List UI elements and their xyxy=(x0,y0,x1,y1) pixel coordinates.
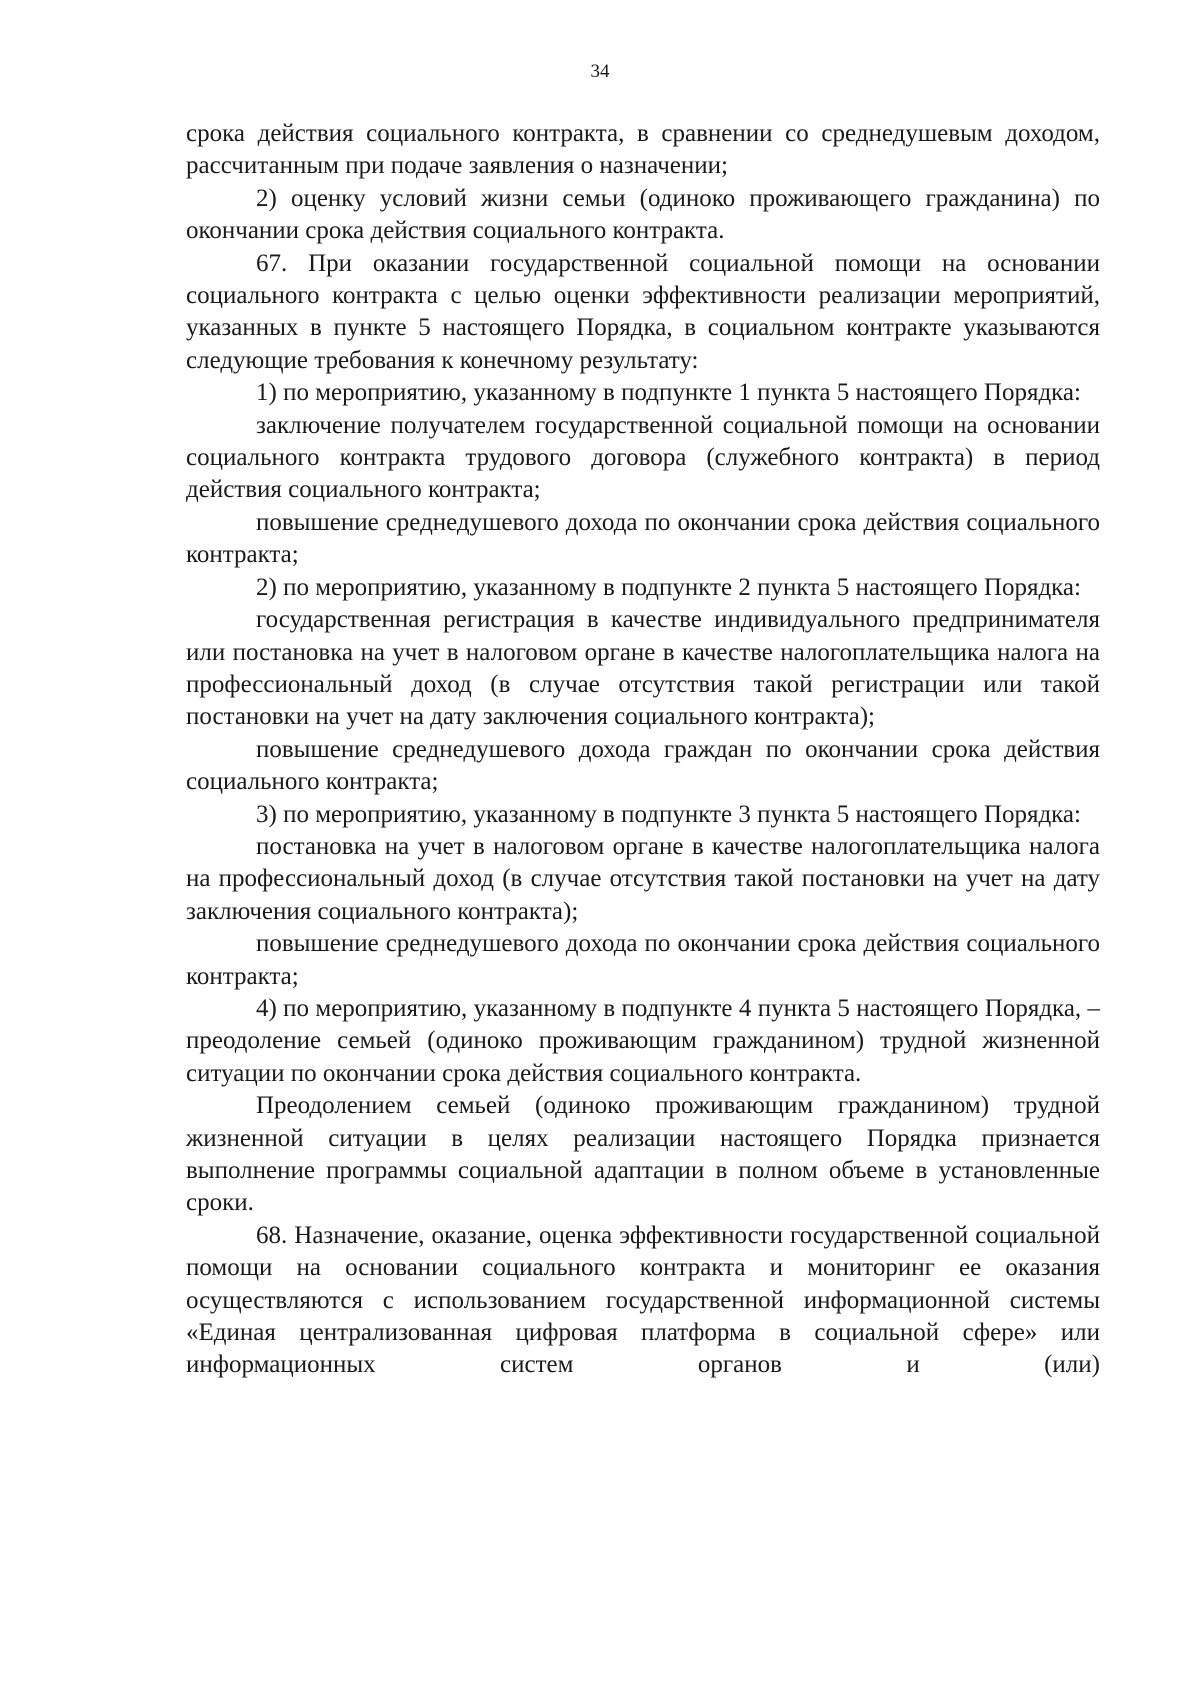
paragraph: 68. Назначение, оказание, оценка эффективности государственной социальной помощи на основании социального контракта и мониторинг ее оказания осуществляются с использованием государственной информационной системы «Единая централизованная цифровая платформа в социальной сфере» или информационных систем органов и (или) xyxy=(186,1221,1100,1379)
page-number: 34 xyxy=(590,61,610,82)
paragraph: 2) по мероприятию, указанному в подпункте 2 пункта 5 настоящего Порядка: xyxy=(256,573,1081,601)
paragraph: 3) по мероприятию, указанному в подпункте 3 пункта 5 настоящего Порядка: xyxy=(256,800,1081,828)
paragraph: 1) по мероприятию, указанному в подпункте 1 пункта 5 настоящего Порядка: xyxy=(256,379,1081,407)
paragraph: заключение получателем государственной социальной помощи на основании социального контракта трудового договора (служебного контракта) в период действия социального контракта; xyxy=(186,411,1100,504)
paragraph: повышение среднедушевого дохода по окончании срока действия социального контракта; xyxy=(186,508,1100,569)
document-body xyxy=(186,118,1100,1382)
paragraph: срока действия социального контракта, в сравнении со среднедушевым доходом, рассчитанным при подаче заявления о назначении; xyxy=(186,120,1100,180)
paragraph: постановка на учет в налоговом органе в качестве налогоплательщика налога на профессиональный доход (в случае отсутствия такой постановки на учет на дату заключения социального контракта); xyxy=(186,832,1100,925)
paragraph: повышение среднедушевого дохода по окончании срока действия социального контракта; xyxy=(186,930,1100,990)
paragraph: 4) по мероприятию, указанному в подпункте 4 пункта 5 настоящего Порядка, – преодоление семьей (одиноко проживающим гражданином) трудной жизненной ситуации по окончании срока действия социального контракта. xyxy=(186,994,1100,1087)
paragraph: повышение среднедушевого дохода граждан по окончании срока действия социального контракта; xyxy=(186,735,1100,796)
paragraph: Преодолением семьей (одиноко проживающим гражданином) трудной жизненной ситуации в целях реализации настоящего Порядка признается выполнение программы социальной адаптации в полном объеме в установленные сроки. xyxy=(186,1092,1100,1217)
paragraph: 67. При оказании государственной социальной помощи на основании социального контракта с целью оценки эффективности реализации мероприятий, указанных в пункте 5 настоящего Порядка, в социальном контракте указываются следующие требования к конечному результату: xyxy=(186,249,1100,374)
paragraph: государственная регистрация в качестве индивидуального предпринимателя или постановка на учет в налоговом органе в качестве налогоплательщика налога на профессиональный доход (в случае отсутствия такой регистрации или такой постановки на учет на дату заключения социального контракта); xyxy=(186,606,1100,731)
paragraph: 2) оценку условий жизни семьи (одиноко проживающего гражданина) по окончании срока действия социального контракта. xyxy=(186,184,1100,245)
